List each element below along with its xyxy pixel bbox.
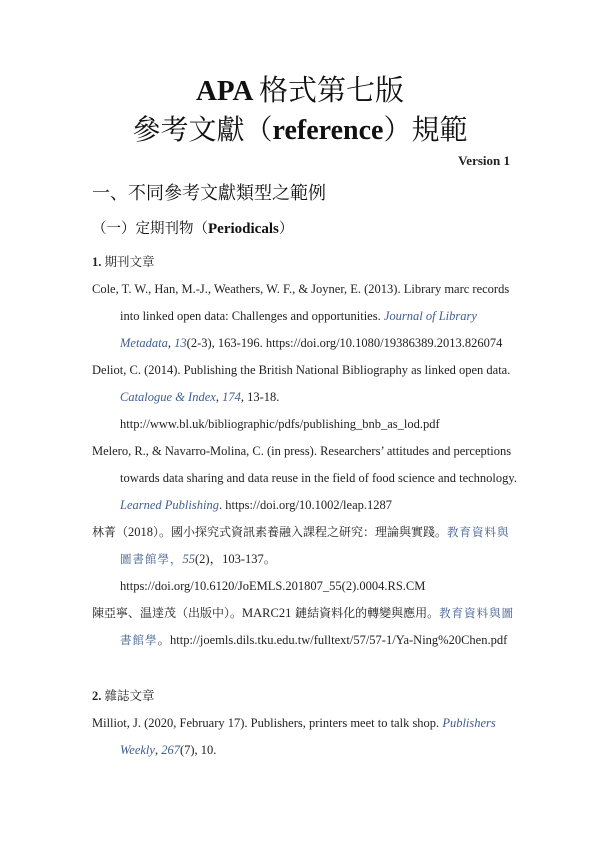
- title-reference: reference: [272, 115, 384, 146]
- sub1-number: 1.: [92, 255, 102, 269]
- ref-text: 鏈結資料化的轉變與應用。: [291, 606, 440, 620]
- separator: ,: [154, 743, 162, 757]
- year: 2018: [128, 525, 154, 539]
- sec2-latin: Periodicals: [208, 221, 279, 237]
- journal-title: 教育資料與: [447, 525, 510, 539]
- journal-title: Weekly: [120, 743, 155, 757]
- ref-chen-line-1: [92, 604, 514, 622]
- ref-milliot-line-1: [92, 714, 496, 732]
- volume: 267: [161, 743, 180, 757]
- ref-lin-line-3: https://doi.org/10.6120/JoEMLS.201807_55(2).0004.RS.CM: [120, 579, 426, 593]
- sub1-label: 期刊文章: [104, 254, 155, 269]
- ref-milliot-line-2: [120, 741, 216, 759]
- ref-text: (2-3), 163-196. https://doi.org/10.1080/19386389.2013.826074: [186, 336, 503, 350]
- ref-deliot-line-3: http://www.bl.uk/bibliographic/pdfs/publishing_bnb_as_lod.pdf: [120, 417, 440, 431]
- journal-title: 書館學: [120, 633, 158, 647]
- subheading-journal-articles: [92, 253, 155, 271]
- journal-title: Catalogue & Index: [120, 390, 216, 404]
- section-heading-periodicals: [92, 219, 293, 239]
- sec2-cjk-a: （一）定期刊物（: [92, 221, 208, 237]
- separator: ,: [167, 336, 175, 350]
- ref-text: MARC21: [242, 606, 292, 620]
- ref-cole-line-1: Cole, T. W., Han, M.-J., Weathers, W. F., & Joyner, E. (2013). Library marc records: [92, 282, 510, 296]
- journal-title: Learned Publishing: [120, 498, 219, 512]
- ref-melero-line-2: towards data sharing and data reuse in the field of food science and technology.: [120, 471, 517, 485]
- separator: ，: [170, 552, 183, 566]
- ref-chen-line-2: [120, 631, 507, 649]
- ref-deliot-line-1: Deliot, C. (2014). Publishing the British National Bibliography as linked open data.: [92, 363, 511, 377]
- title-cjk-b: ）規範: [383, 113, 468, 146]
- volume: 55: [182, 552, 195, 566]
- ref-text: into linked open data: Challenges and opportunities.: [120, 309, 384, 323]
- section-heading-1: 一、不同參考文獻類型之範例: [92, 183, 326, 204]
- subheading-magazine-articles: [92, 687, 155, 705]
- sub2-label: 雜誌文章: [104, 688, 155, 703]
- ref-melero-line-1: Melero, R., & Navarro-Molina, C. (in press). Researchers’ attitudes and perceptions: [92, 444, 512, 458]
- ref-text: (2)，103-137。: [195, 552, 277, 566]
- title-edition: 格式第七版: [259, 73, 405, 107]
- ref-text: , 13-18.: [240, 390, 280, 404]
- journal-title: Publishers: [442, 716, 496, 730]
- ref-lin-line-2: [120, 550, 276, 568]
- ref-cole-line-3: [120, 334, 502, 352]
- ref-lin-line-1: [92, 523, 510, 541]
- sec2-cjk-b: ）: [278, 221, 294, 237]
- ref-text: 林菁（: [92, 525, 129, 539]
- ref-cole-line-2: [120, 307, 477, 325]
- sub2-number: 2.: [92, 689, 102, 703]
- journal-title: Metadata: [120, 336, 168, 350]
- ref-melero-line-3: [120, 496, 392, 514]
- ref-text: ）。國小探究式資訊素養融入課程之研究：理論與實踐。: [153, 525, 448, 539]
- journal-title: 圖書館學: [120, 552, 170, 566]
- title-line-1: [0, 72, 600, 109]
- journal-title: Journal of Library: [383, 309, 477, 323]
- ref-text: 陳亞寧、温達茂（出版中）。: [92, 606, 243, 620]
- volume: 13: [174, 336, 187, 350]
- version-label: Version 1: [458, 153, 510, 168]
- ref-text: 。http://joemls.dils.tku.edu.tw/fulltext/57/57-1/Ya-Ning%20Chen.pdf: [157, 633, 508, 647]
- title-apa: APA: [195, 75, 252, 107]
- journal-title: 教育資料與圖: [439, 606, 515, 620]
- ref-text: (7), 10.: [179, 743, 217, 757]
- ref-text: Milliot, J. (2020, February 17). Publishers, printers meet to talk shop.: [92, 716, 443, 730]
- separator: ,: [215, 390, 223, 404]
- title-cjk-a: 參考文獻（: [132, 113, 273, 146]
- ref-deliot-line-2: [120, 388, 279, 406]
- title-line-2: [0, 112, 600, 149]
- ref-text: . https://doi.org/10.1002/leap.1287: [218, 498, 392, 512]
- volume: 174: [222, 390, 241, 404]
